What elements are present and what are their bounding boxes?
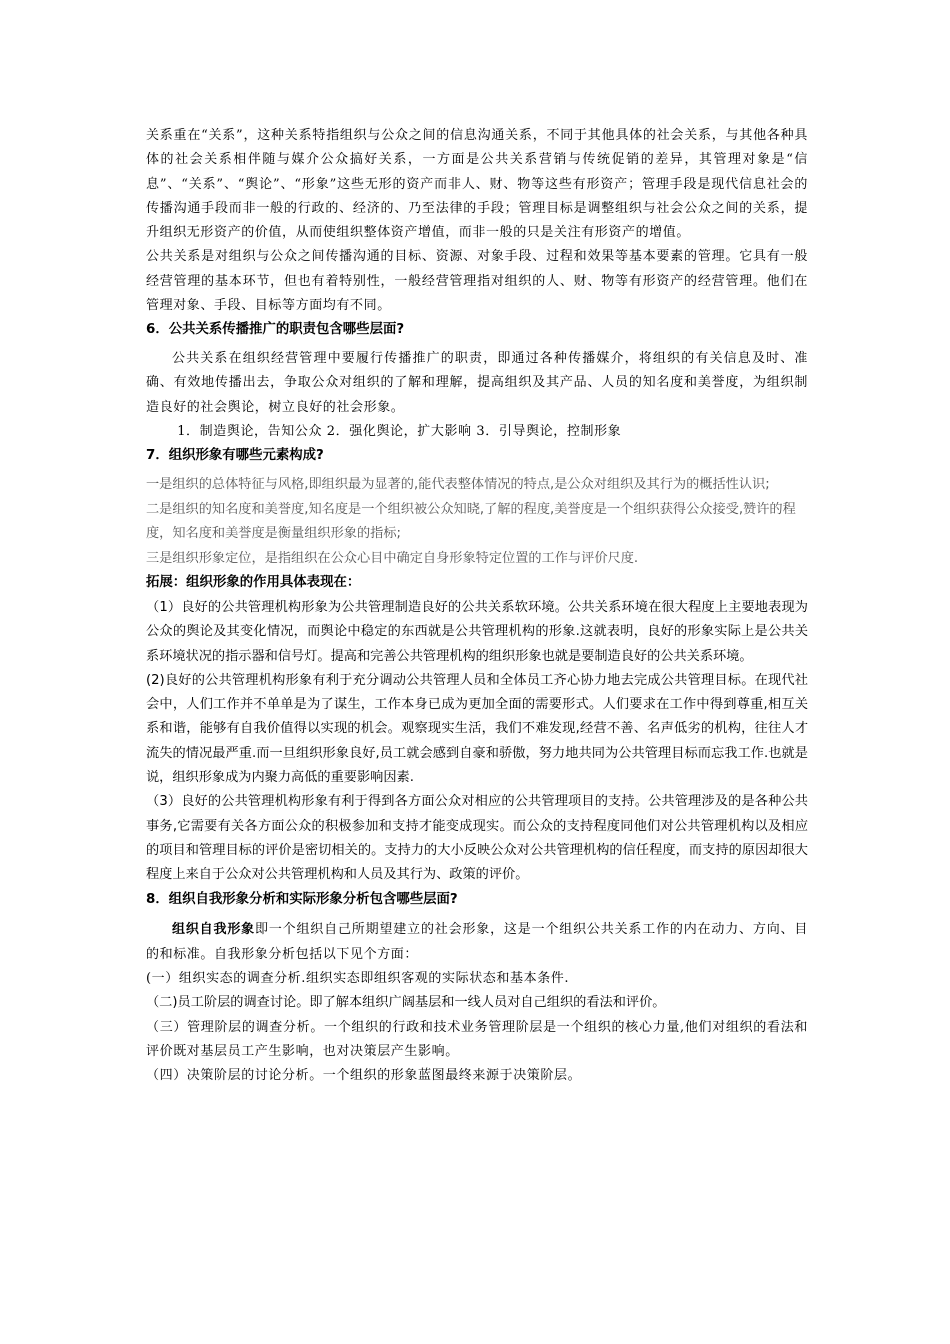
paragraph-effect-one: （1）良好的公共管理机构形象为公共管理制造良好的公共关系软环境。公共关系环境在很大程度上主要地表现为公众的舆论及其变化情况，而舆论中稳定的东西就是公共管理机构的形象.这就表明，良好的形象实际上是公共关系环境状况的指示器和信号灯。提高和完善公共管理机构的组织形象也就是要制造良好的公共关系环境。 [146, 599, 808, 664]
self-image-keyword: 组织自我形象 [172, 922, 255, 938]
list-item-two: （二)员工阶层的调查讨论。即了解本组织广阔基层和一线人员对自己组织的看法和评价。 [146, 995, 666, 1011]
heading-question-6: 6．公共关系传播推广的职责包含哪些层面? [146, 322, 405, 338]
heading-extension: 拓展：组织形象的作用具体表现在： [146, 575, 361, 591]
paragraph-element-one: 一是组织的总体特征与风格,即组织最为显著的,能代表整体情况的特点,是公众对组织及其行为的概括性认识; [146, 477, 770, 493]
heading-question-7: 7．组织形象有哪些元素构成? [146, 448, 324, 464]
paragraph-effect-two: (2)良好的公共管理机构形象有利于充分调动公共管理人员和全体员工齐心协力地去完成公共管理目标。在现代社会中，人们工作并不单单是为了谋生，工作本身已成为更加全面的需要形式。人们要求在工作中得到尊重,相互关系和谐，能够有自我价值得以实现的机会。观察现实生活，我们不难发现,经营不善、名声低劣的机构，往往人才流失的情况最严重.而一旦组织形象良好,员工就会感到自豪和骄傲，努力地共同为公共管理目标而忘我工作.也就是说，组织形象成为内聚力高低的重要影响因素. [146, 672, 808, 786]
self-image-text: 即一个组织自己所期望建立的社会形象，这是一个组织公共关系工作的内在动力、方向、目的和标准。自我形象分析包括以下见个方面： [146, 922, 808, 962]
list-item-one: (一）组织实态的调查分析.组织实态即组织客观的实际状态和基本条件. [146, 970, 570, 986]
paragraph-element-two: 二是组织的知名度和美誉度,知名度是一个组织被公众知晓,了解的程度,美誉度是一个组织获得公众接受,赞许的程度，知名度和美誉度是衡量组织形象的指标; [146, 501, 796, 542]
paragraph-communication-duty: 公共关系在组织经营管理中要履行传播推广的职责，即通过各种传播媒介，将组织的有关信息及时、准确、有效地传播出去，争取公众对组织的了解和理解，提高组织及其产品、人员的知名度和美誉度，为组织制造良好的社会舆论，树立良好的社会形象。 [146, 351, 808, 415]
paragraph-self-image [146, 918, 808, 967]
paragraph-management-elements: 公共关系是对组织与公众之间传播沟通的目标、资源、对象手段、过程和效果等基本要素的管理。它具有一般经营管理的基本环节，但也有着特别性，一般经营管理指对组织的人、财、物等有形资产的经营管理。他们在管理对象、手段、目标等方面均有不同。 [146, 249, 808, 314]
heading-question-8: 8．组织自我形象分析和实际形象分析包含哪些层面? [146, 891, 458, 907]
list-item-four: （四）决策阶层的讨论分析。一个组织的形象蓝图最终来源于决策阶层。 [146, 1068, 582, 1084]
paragraph-effect-three: （3）良好的公共管理机构形象有利于得到各方面公众对相应的公共管理项目的支持。公共管理涉及的是各种公共事务,它需要有关各方面公众的积极参加和支持才能变成现实。而公众的支持程度同他们对公共管理机构以及相应的项目和管理目标的评价是密切相关的。支持力的大小反映公众对公共管理机构的信任程度，而支持的原因却很大程度上来自于公众对公共管理机构和人员及其行为、政策的评价。 [146, 794, 808, 883]
paragraph-element-three: 三是组织形象定位，是指组织在公众心目中确定自身形象特定位置的工作与评价尺度. [146, 550, 639, 566]
paragraph-relations-focus: 关系重在“关系”，这种关系特指组织与公众之间的信息沟通关系，不同于其他具体的社会关系，与其他各种具体的社会关系相伴随与媒介公众搞好关系，一方面是公共关系营销与传统促销的差异，其管理对象是“信息”、“关系”、“舆论”、“形象”这些无形的资产而非人、财、物等这些有形资产；管理手段是现代信息社会的传播沟通手段而非一般的行政的、经济的、乃至法律的手段；管理目标是调整组织与社会公众之间的关系，提升组织无形资产的价值，从而使组织整体资产增值，而非一般的只是关注有形资产的增值。 [146, 128, 808, 241]
list-item-three: （三）管理阶层的调查分析。一个组织的行政和技术业务管理阶层是一个组织的核心力量,他们对组织的看法和评价既对基层员工产生影响，也对决策层产生影响。 [146, 1019, 808, 1059]
paragraph-duty-levels: 1．制造舆论，告知公众 2．强化舆论，扩大影响 3．引导舆论，控制形象 [177, 424, 622, 440]
